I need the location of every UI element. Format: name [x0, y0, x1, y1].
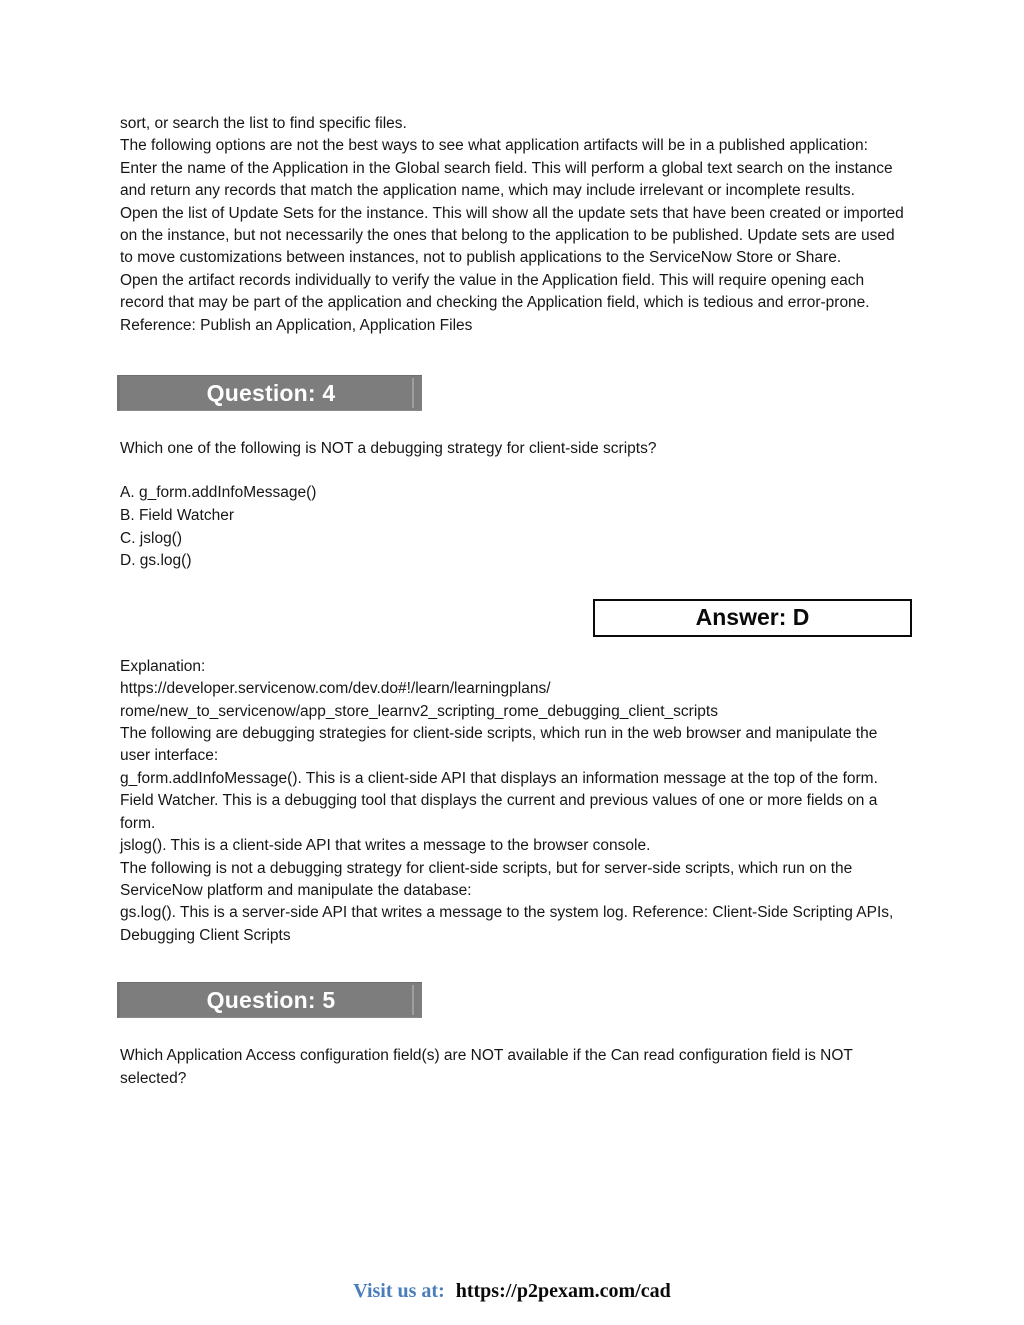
intro-paragraph: Enter the name of the Application in the Global search field. This will perform a global text search on the instance and return any records that match the application name, which may include irrelevant or incomplete results. — [120, 159, 893, 200]
page-footer — [0, 1280, 1024, 1303]
answer-label: Answer: D — [695, 604, 810, 631]
footer-url-link[interactable]: https://p2pexam.com/cad — [455, 1280, 671, 1302]
question-5-text: Which Application Access configuration field(s) are NOT available if the Can read configuration field is NOT selected? — [120, 1047, 853, 1087]
explanation-paragraph: The following is not a debugging strategy for client-side scripts, but for server-side scripts, which run on the ServiceNow platform and manipulate the database: — [120, 859, 853, 899]
page-content — [120, 113, 910, 1090]
explanation-paragraph: The following are debugging strategies for client-side scripts, which run in the web browser and manipulate the user interface: — [120, 725, 878, 765]
explanation-paragraph: gs.log(). This is a server-side API that writes a message to the system log. Reference: Client-Side Scripting APIs, Debugging Client Scripts — [120, 904, 894, 944]
question-5-header-label: Question: 5 — [206, 986, 336, 1013]
explanation-block — [120, 656, 910, 947]
explanation-paragraph: g_form.addInfoMessage(). This is a client-side API that displays an information message at the top of the form. — [120, 769, 878, 787]
explanation-paragraph: Field Watcher. This is a debugging tool that displays the current and previous values of one or more fields on a form. — [120, 792, 878, 832]
intro-text-block — [120, 113, 910, 337]
explanation-url-line: https://developer.servicenow.com/dev.do#!/learn/learningplans/ — [120, 680, 551, 698]
intro-paragraph: The following options are not the best ways to see what application artifacts will be in a published application: — [120, 137, 868, 155]
option-b: B. Field Watcher — [120, 507, 234, 525]
question-4-header — [117, 375, 422, 411]
question-5-header — [117, 982, 422, 1018]
explanation-label: Explanation: — [120, 657, 206, 675]
intro-paragraph: Open the artifact records individually to verify the value in the Application field. This will require opening each record that may be part of the application and checking the Application field, which is tedious and error-prone. Reference: Publish an Application, Application Files — [120, 271, 870, 334]
answer-box — [593, 599, 912, 637]
option-a: A. g_form.addInfoMessage() — [120, 484, 317, 502]
intro-paragraph: sort, or search the list to find specific files. — [120, 115, 407, 132]
explanation-url-line: rome/new_to_servicenow/app_store_learnv2_scripting_rome_debugging_client_scripts — [120, 702, 718, 720]
intro-paragraph: Open the list of Update Sets for the instance. This will show all the update sets that have been created or imported on the instance, but not necessarily the ones that belong to the application to be published. Update sets are used to move customizations between instances, not to publish applications to the ServiceNow Store or Share. — [120, 204, 904, 267]
option-c: C. jslog() — [120, 529, 183, 547]
option-d: D. gs.log() — [120, 552, 192, 570]
question-4-text: Which one of the following is NOT a debugging strategy for client-side scripts? — [120, 440, 657, 458]
question-4-header-label: Question: 4 — [206, 379, 336, 406]
footer-visit-label: Visit us at: — [353, 1280, 445, 1302]
explanation-paragraph: jslog(). This is a client-side API that writes a message to the browser console. — [120, 837, 651, 855]
question-4-options — [120, 482, 910, 572]
